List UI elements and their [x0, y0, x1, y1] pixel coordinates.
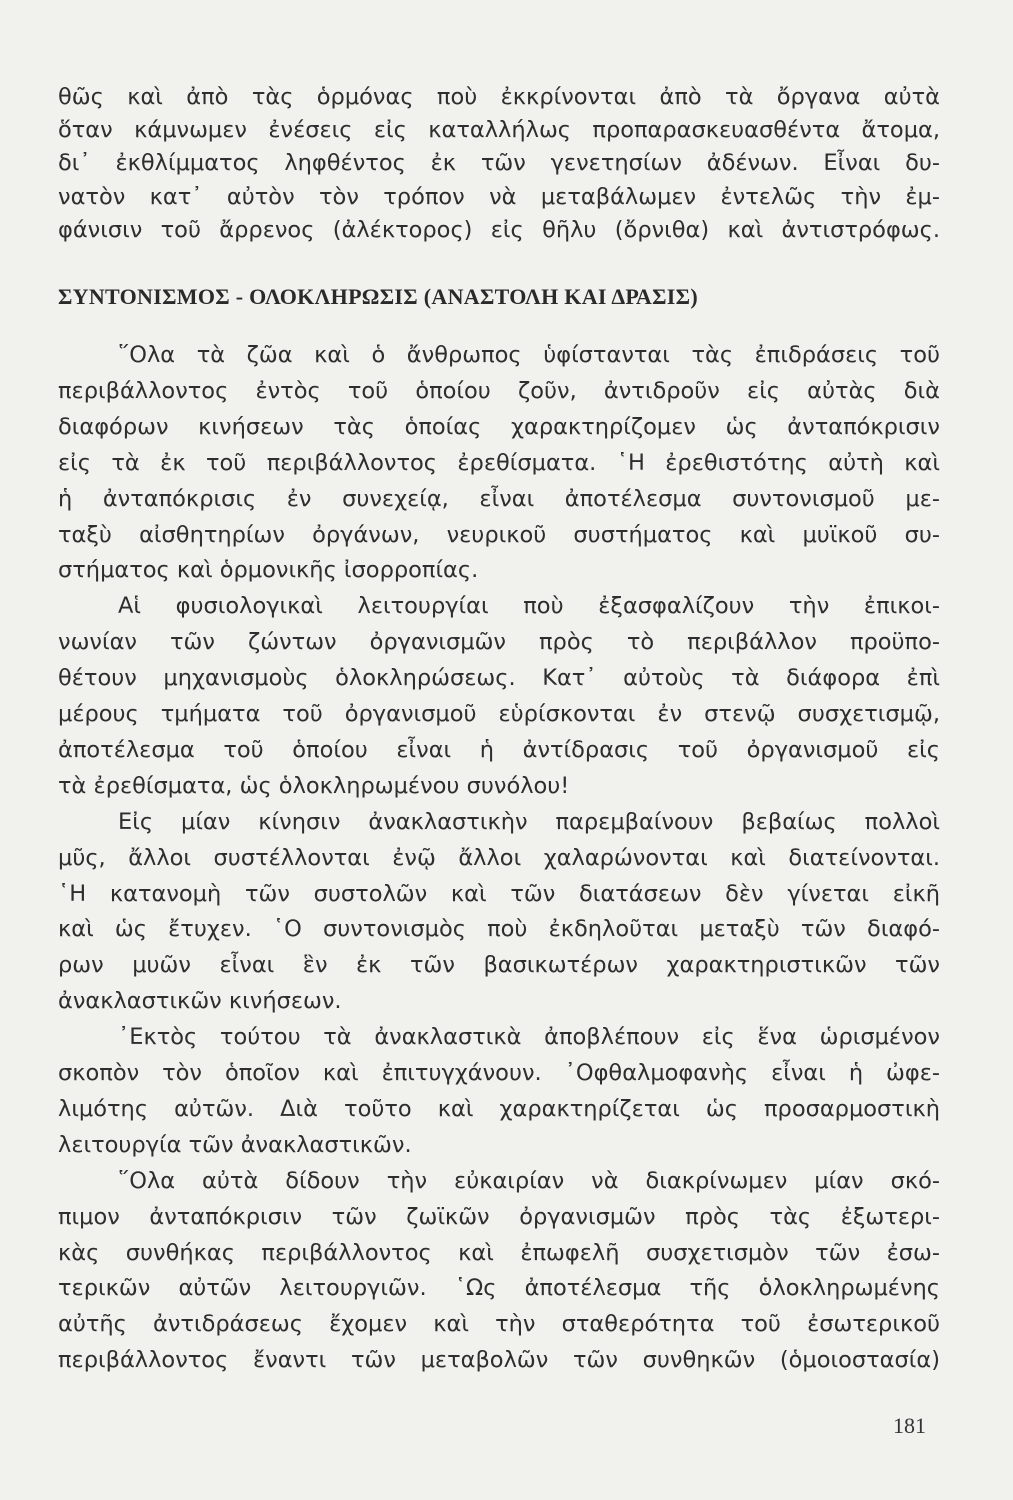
text-line: Αἱ φυσιολογικαὶ λειτουργίαι ποὺ ἐξασφαλίζουν τὴν ἐπικοι-	[118, 593, 940, 620]
text-line: ρων μυῶν εἶναι ἓν ἐκ τῶν βασικωτέρων χαρακτηριστικῶν τῶν	[58, 952, 940, 979]
text-line: ἀνακλαστικῶν κινήσεων.	[58, 988, 342, 1015]
text-line: φάνισιν τοῦ ἄρρενος (ἀλέκτορος) εἰς θῆλυ (ὄρνιθα) καὶ ἀντιστρόφως.	[58, 216, 940, 243]
text-line: Εἰς μίαν κίνησιν ἀνακλαστικὴν παρεμβαίνουν βεβαίως πολλοὶ	[118, 808, 940, 835]
text-line: εἰς τὰ ἐκ τοῦ περιβάλλοντος ἐρεθίσματα. ῾Η ἐρεθιστότης αὐτὴ καὶ	[58, 449, 940, 476]
text-line: λειτουργία τῶν ἀνακλαστικῶν.	[58, 1131, 412, 1158]
text-line: νατὸν κατ᾽ αὐτὸν τὸν τρόπον νὰ μεταβάλωμεν ἐντελῶς τὴν ἐμ-	[58, 183, 940, 210]
text-line: αὐτῆς ἀντιδράσεως ἔχομεν καὶ τὴν σταθερότητα τοῦ ἐσωτερικοῦ	[58, 1311, 940, 1338]
text-line: καὶ ὡς ἔτυχεν. ῾Ο συντονισμὸς ποὺ ἐκδηλοῦται μεταξὺ τῶν διαφό-	[58, 916, 940, 943]
text-line: σκοπὸν τὸν ὁποῖον καὶ ἐπιτυγχάνουν. ᾽Οφθαλμοφανὴς εἶναι ἡ ὠφε-	[58, 1060, 940, 1086]
page-number: 181	[893, 1413, 926, 1438]
text-line: περιβάλλοντος ἐντὸς τοῦ ὁποίου ζοῦν, ἀντιδροῦν εἰς αὐτὰς διὰ	[58, 377, 940, 404]
text-line: δι᾽ ἐκθλίμματος ληφθέντος ἐκ τῶν γενετησίων ἀδένων. Εἶναι δυ-	[58, 150, 940, 177]
text-line: λιμότης αὐτῶν. Διὰ τοῦτο καὶ χαρακτηρίζεται ὡς προσαρμοστικὴ	[58, 1095, 940, 1122]
text-line: στήματος καὶ ὁρμονικῆς ἰσορροπίας.	[58, 557, 479, 584]
text-line: ἡ ἀνταπόκρισις ἐν συνεχείᾳ, εἶναι ἀποτέλεσμα συντονισμοῦ με-	[58, 485, 940, 512]
text-line: ῾Η κατανομὴ τῶν συστολῶν καὶ τῶν διατάσεων δὲν γίνεται εἰκῆ	[58, 880, 940, 907]
text-line: ἀποτέλεσμα τοῦ ὁποίου εἶναι ἡ ἀντίδρασις τοῦ ὀργανισμοῦ εἰς	[58, 736, 940, 763]
text-line: ῞Ολα τὰ ζῶα καὶ ὁ ἄνθρωπος ὑφίστανται τὰς ἐπιδράσεις τοῦ	[118, 342, 940, 368]
text-line: ῞Ολα αὐτὰ δίδουν τὴν εὐκαιρίαν νὰ διακρίνωμεν μίαν σκό-	[118, 1167, 940, 1194]
text-line: διαφόρων κινήσεων τὰς ὁποίας χαρακτηρίζομεν ὡς ἀνταπόκρισιν	[58, 413, 940, 440]
text-line: μῦς, ἄλλοι συστέλλονται ἐνῷ ἄλλοι χαλαρώνονται καὶ διατείνονται.	[58, 844, 940, 871]
text-line: ταξὺ αἰσθητηρίων ὀργάνων, νευρικοῦ συστήματος καὶ μυϊκοῦ συ-	[58, 521, 940, 548]
text-line: ὅταν κάμνωμεν ἐνέσεις εἰς καταλλήλως προπαρασκευασθέντα ἄτομα,	[58, 117, 940, 144]
section-heading: ΣΥΝΤΟΝΙΣΜΟΣ - ΟΛΟΚΛΗΡΩΣΙΣ (ΑΝΑΣΤΟΛΗ ΚΑΙ ΔΡΑΣΙΣ)	[58, 284, 698, 309]
text-line: περιβάλλοντος ἔναντι τῶν μεταβολῶν τῶν συνθηκῶν (ὁμοιοστασία)	[58, 1347, 940, 1374]
text-line: τὰ ἐρεθίσματα, ὡς ὁλοκληρωμένου συνόλου!	[58, 772, 570, 799]
text-line: θέτουν μηχανισμοὺς ὁλοκληρώσεως. Κατ᾽ αὐτοὺς τὰ διάφορα ἐπὶ	[58, 665, 940, 692]
text-line: κὰς συνθήκας περιβάλλοντος καὶ ἐπωφελῆ συσχετισμὸν τῶν ἐσω-	[58, 1239, 940, 1266]
text-line: νωνίαν τῶν ζώντων ὀργανισμῶν πρὸς τὸ περιβάλλον προϋπο-	[58, 629, 940, 656]
text-line: τερικῶν αὐτῶν λειτουργιῶν. ῾Ως ἀποτέλεσμα τῆς ὁλοκληρωμένης	[58, 1275, 940, 1302]
text-line: ᾽Εκτὸς τούτου τὰ ἀνακλαστικὰ ἀποβλέπουν εἰς ἕνα ὡρισμένον	[118, 1024, 940, 1051]
text-line: θῶς καὶ ἀπὸ τὰς ὁρμόνας ποὺ ἐκκρίνονται ἀπὸ τὰ ὄργανα αὐτὰ	[58, 84, 940, 110]
text-line: πιμον ἀνταπόκρισιν τῶν ζωϊκῶν ὀργανισμῶν πρὸς τὰς ἐξωτερι-	[58, 1203, 940, 1230]
text-line: μέρους τμήματα τοῦ ὀργανισμοῦ εὑρίσκονται ἐν στενῷ συσχετισμῷ,	[58, 701, 940, 727]
